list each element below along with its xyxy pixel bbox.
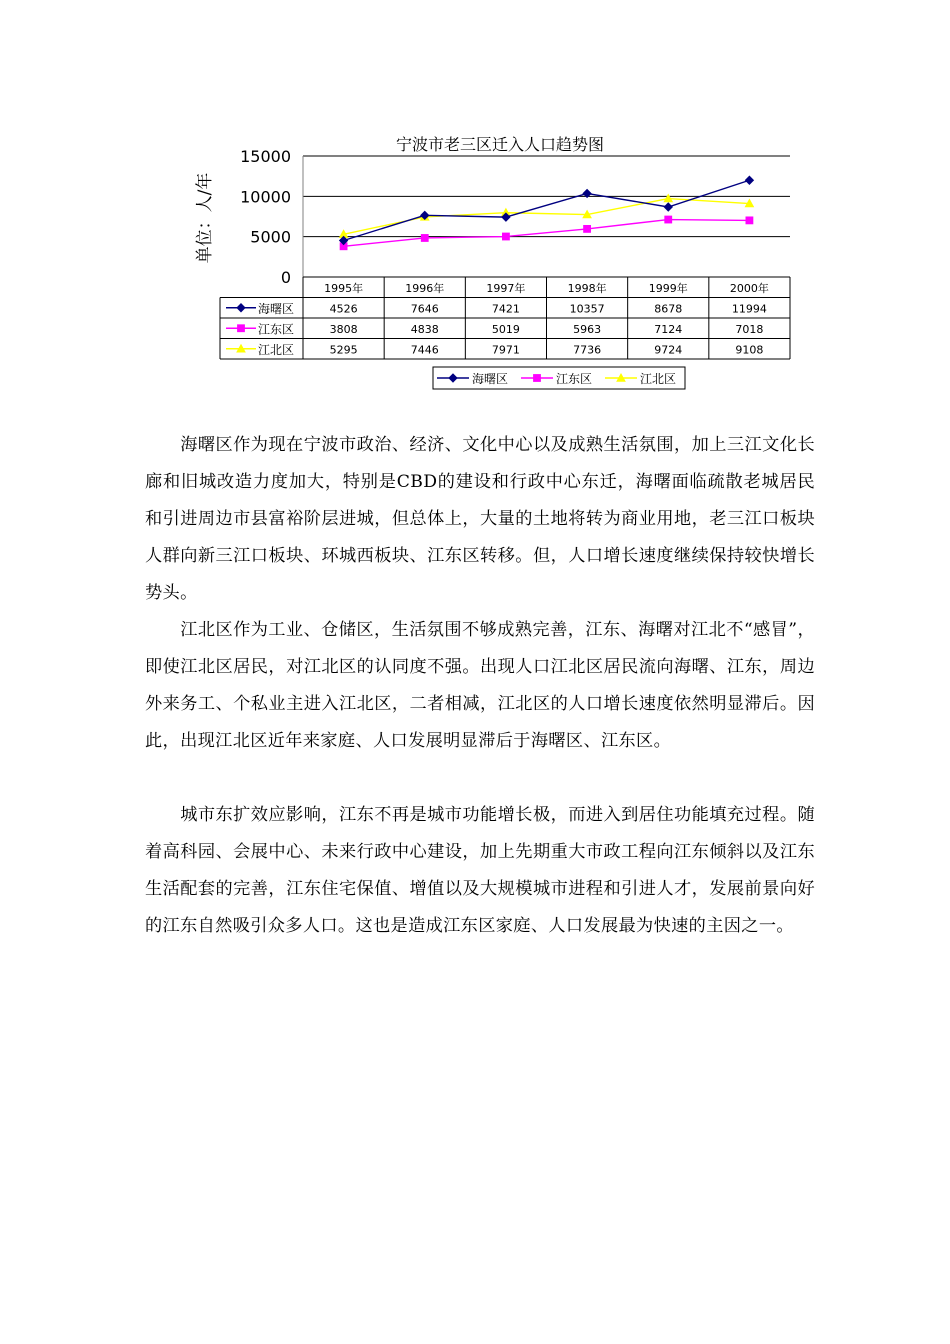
table-cell-value: 10357 xyxy=(569,302,605,316)
legend-entry-label: 江东区 xyxy=(556,372,593,386)
x-category-label: 1999年 xyxy=(648,282,688,295)
series-line-0 xyxy=(344,180,750,240)
y-tick-label: 15000 xyxy=(240,147,291,166)
chart-svg xyxy=(190,128,800,396)
table-cell-value: 4838 xyxy=(410,322,439,336)
legend xyxy=(433,367,685,389)
series-lines xyxy=(340,176,754,249)
data-point xyxy=(665,216,672,223)
data-point xyxy=(746,217,753,224)
table-cell-value: 9108 xyxy=(735,343,764,357)
table-cell-value: 7446 xyxy=(410,343,439,357)
table-cell-value: 8678 xyxy=(654,302,683,316)
data-table xyxy=(220,277,790,359)
series-line-2 xyxy=(344,199,750,235)
table-cell-value: 4526 xyxy=(329,302,358,316)
table-cell-value: 7736 xyxy=(573,343,602,357)
x-category-label: 1995年 xyxy=(324,282,364,295)
table-cell-value: 7421 xyxy=(491,302,520,316)
table-legend-key-marker xyxy=(238,325,245,332)
table-cell-value: 5963 xyxy=(573,322,602,336)
y-axis-label: 单位：人/年 xyxy=(195,172,215,264)
data-point xyxy=(421,235,428,242)
y-tick-label: 0 xyxy=(280,268,291,287)
x-category-label: 1996年 xyxy=(405,282,445,295)
x-category-label: 1998年 xyxy=(567,282,607,295)
table-series-name: 江北区 xyxy=(258,342,295,357)
table-cell-value: 7018 xyxy=(735,322,764,336)
legend-key-marker xyxy=(534,375,541,382)
table-cell-value: 7124 xyxy=(654,322,683,336)
data-point xyxy=(745,176,753,184)
table-cell-value: 5019 xyxy=(491,322,520,336)
table-cell-value: 3808 xyxy=(329,322,358,336)
population-trend-chart xyxy=(190,128,800,396)
table-cell-value: 11994 xyxy=(731,302,767,316)
paragraph-jiangdong: 城市东扩效应影响，江东不再是城市功能增长极，而进入到居住功能填充过程。随着高科园、会展中心、未来行政中心建设，加上先期重大市政工程向江东倾斜以及江东生活配套的完善，江东住宅保值、增值以及大规模城市进程和引进人才，发展前景向好的江东自然吸引众多人口。这也是造成江东区家庭、人口发展最为快速的主因之一。 xyxy=(145,805,815,936)
table-cell-value: 5295 xyxy=(329,343,358,357)
x-category-label: 1997年 xyxy=(486,282,526,295)
data-point xyxy=(664,203,672,211)
legend-entry-label: 海曙区 xyxy=(472,372,509,386)
y-tick-labels xyxy=(240,147,291,287)
table-series-name: 江东区 xyxy=(258,322,295,337)
table-series-name: 海曙区 xyxy=(258,301,295,316)
legend-entry-label: 江北区 xyxy=(640,372,677,386)
data-point xyxy=(584,225,591,232)
x-category-label: 2000年 xyxy=(729,282,769,295)
table-cell-value: 7646 xyxy=(410,302,439,316)
data-point xyxy=(503,233,510,240)
chart-grid xyxy=(303,156,790,277)
paragraph-jiangbei: 江北区作为工业、仓储区，生活氛围不够成熟完善，江东、海曙对江北不“感冒”，即使江北区居民，对江北区的认同度不强。出现人口江北区居民流向海曙、江东，周边外来务工、个私业主进入江北区，二者相减，江北区的人口增长速度依然明显滞后。因此，出现江北区近年来家庭、人口发展明显滞后于海曙区、江东区。 xyxy=(145,620,815,751)
paragraph-haishu: 海曙区作为现在宁波市政治、经济、文化中心以及成熟生活氛围，加上三江文化长廊和旧城改造力度加大，特别是CBD的建设和行政中心东迁，海曙面临疏散老城居民和引进周边市县富裕阶层进城，但总体上，大量的土地将转为商业用地，老三江口板块人群向新三江口板块、环城西板块、江东区转移。但，人口增长速度继续保持较快增长势头。 xyxy=(145,435,815,603)
series-line-1 xyxy=(344,220,750,247)
table-cell-value: 7971 xyxy=(491,343,520,357)
y-tick-label: 5000 xyxy=(250,227,291,247)
table-legend-key-marker xyxy=(237,304,245,312)
y-tick-label: 10000 xyxy=(240,187,291,207)
table-cell-value: 9724 xyxy=(654,343,683,357)
chart-title: 宁波市老三区迁入人口趋势图 xyxy=(395,135,605,154)
